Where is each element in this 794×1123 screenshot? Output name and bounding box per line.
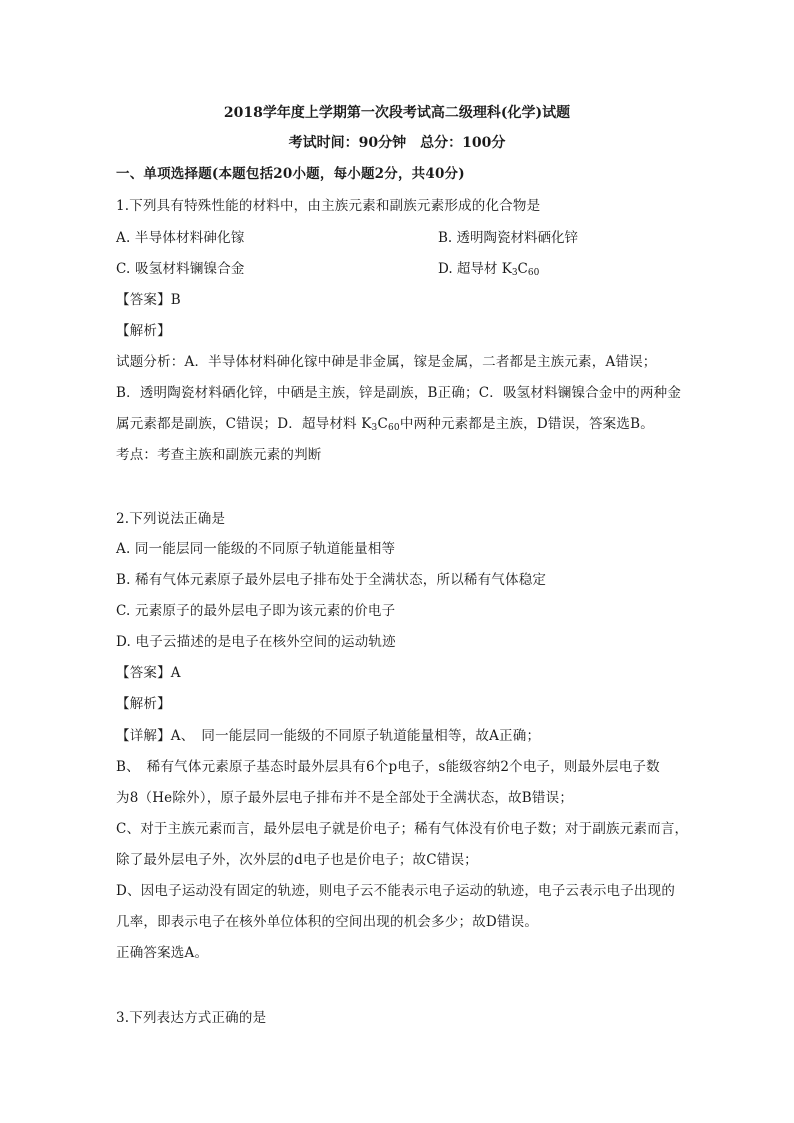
q1-option-d-sub2: 60 (527, 268, 540, 278)
section-heading: 一、单项选择题(本题包括20小题，每小题2分，共40分) (116, 166, 465, 182)
q2-detail-line-4: C、对于主族元素而言，最外层电子就是价电子；稀有气体没有价电子数；对于副族元素而言， (116, 821, 689, 837)
q2-option-d: D. 电子云描述的是电子在核外空间的运动轨迹 (116, 634, 396, 650)
q1-analysis-3-mid: C (377, 416, 388, 432)
q1-analysis-label: 【解析】 (116, 323, 171, 339)
q1-answer: 【答案】B (116, 292, 181, 308)
q1-analysis-3-sub2: 60 (388, 423, 400, 433)
q2-detail-line-1: 【详解】A、 同一能层同一能级的不同原子轨道能量相等，故A正确； (116, 728, 541, 744)
q1-option-d-sub1: 3 (511, 268, 518, 278)
q1-analysis-line-3 (116, 414, 654, 434)
exam-title: 2018学年度上学期第一次段考试高二级理科(化学)试题 (223, 105, 571, 121)
q1-option-d-mid: C (517, 261, 528, 277)
q1-option-b: B. 透明陶瓷材料硒化锌 (438, 230, 579, 246)
q1-analysis-3-sub1: 3 (371, 423, 378, 433)
q3-stem: 3.下列表达方式正确的是 (116, 1010, 267, 1026)
q1-analysis-3a: 属元素都是副族，C错误；D．超导材料 K (116, 416, 372, 432)
q2-option-c: C. 元素原子的最外层电子即为该元素的价电子 (116, 603, 396, 619)
q2-option-a: A. 同一能层同一能级的不同原子轨道能量相等 (116, 541, 396, 557)
q2-conclusion: 正确答案选A。 (116, 945, 209, 961)
exam-info: 考试时间：90分钟 总分：100分 (288, 135, 506, 151)
q1-point: 考点：考查主族和副族元素的判断 (116, 447, 322, 463)
q2-detail-line-3: 为8（He除外），原子最外层电子排布并不是全部处于全满状态，故B错误； (116, 790, 574, 806)
q2-detail-line-5: 除了最外层电子外，次外层的d电子也是价电子；故C错误； (116, 852, 478, 868)
q2-stem: 2.下列说法正确是 (116, 511, 226, 527)
q1-option-d-prefix: D. 超导材 K (438, 261, 512, 277)
q2-detail-line-7: 几率，即表示电子在核外单位体积的空间出现的机会多少；故D错误。 (116, 914, 539, 930)
q1-option-d (438, 259, 539, 279)
q1-stem: 1.下列具有特殊性能的材料中，由主族元素和副族元素形成的化合物是 (116, 198, 541, 214)
q2-detail-line-6: D、因电子运动没有固定的轨迹，则电子云不能表示电子运动的轨迹，电子云表示电子出现的 (116, 883, 676, 899)
q1-option-c: C. 吸氢材料镧镍合金 (116, 261, 245, 277)
q1-analysis-line-1: 试题分析：A．半导体材料砷化镓中砷是非金属，镓是金属，二者都是主族元素，A错误； (116, 354, 657, 370)
q2-option-b: B. 稀有气体元素原子最外层电子排布处于全满状态，所以稀有气体稳定 (116, 572, 547, 588)
q1-analysis-3b: 中两种元素都是主族，D错误，答案选B。 (399, 416, 654, 432)
q1-analysis-line-2: B．透明陶瓷材料硒化锌，中硒是主族，锌是副族，B正确；C．吸氢材料镧镍合金中的两种金 (116, 385, 682, 401)
q2-detail-line-2: B、 稀有气体元素原子基态时最外层具有6个p电子，s能级容纳2个电子，则最外层电子数 (116, 759, 660, 775)
q1-option-a: A. 半导体材料砷化镓 (116, 230, 245, 246)
q2-answer: 【答案】A (116, 665, 181, 681)
q2-analysis-label: 【解析】 (116, 696, 171, 712)
